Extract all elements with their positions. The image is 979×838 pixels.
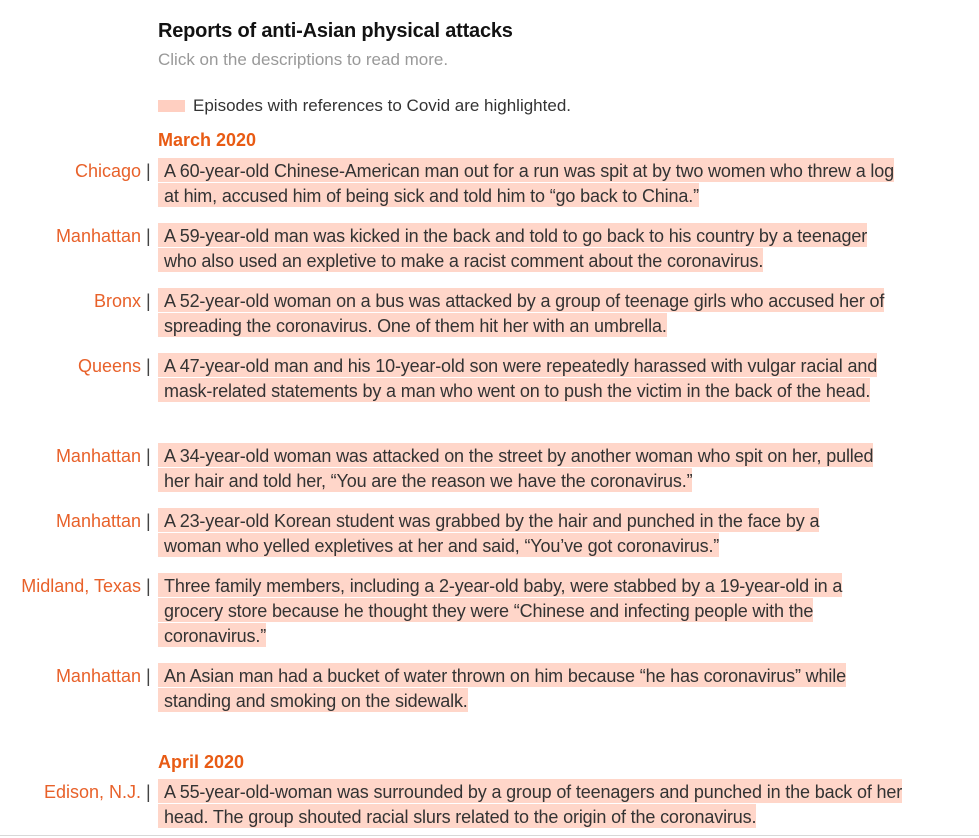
location-label: Manhattan: [55, 666, 141, 686]
location-label: Edison, N.J.: [43, 782, 141, 802]
page-title: Reports of anti-Asian physical attacks: [158, 20, 513, 42]
separator: |: [146, 511, 151, 531]
description-link[interactable]: A 47-year-old man and his 10-year-old son were repeatedly harassed with vulgar racial and mask-related statements by a man who went on to push the victim in the back of the head.: [158, 353, 877, 402]
bottom-divider: [0, 835, 979, 836]
description-link[interactable]: An Asian man had a bucket of water thrown on him because “he has coronavirus” while standing and smoking on the sidewalk.: [158, 663, 846, 712]
location-label: Manhattan: [55, 511, 141, 531]
description-link[interactable]: Three family members, including a 2-year-old baby, were stabbed by a 19-year-old in a grocery store because he thought they were “Chinese and infecting people with the coronavirus.”: [158, 573, 842, 647]
location-label: Chicago: [74, 161, 141, 181]
description-link[interactable]: A 59-year-old man was kicked in the back and told to go back to his country by a teenager who also used an expletive to make a racist comment about the coronavirus.: [158, 223, 867, 272]
month-heading: April 2020: [158, 752, 245, 772]
location-label: Midland, Texas: [21, 576, 141, 596]
legend-swatch: [158, 100, 185, 112]
page-subtitle: Click on the descriptions to read more.: [158, 50, 449, 69]
separator: |: [146, 576, 151, 596]
description-link[interactable]: A 23-year-old Korean student was grabbed by the hair and punched in the face by a woman who yelled expletives at her and said, “You’ve got coronavirus.”: [158, 508, 819, 557]
description-link[interactable]: A 60-year-old Chinese-American man out for a run was spit at by two women who threw a log at him, accused him of being sick and told him to “go back to China.”: [158, 158, 894, 207]
legend-text: Episodes with references to Covid are highlighted.: [193, 96, 571, 115]
separator: |: [146, 666, 151, 686]
description-link[interactable]: A 52-year-old woman on a bus was attacked by a group of teenage girls who accused her of spreading the coronavirus. One of them hit her with an umbrella.: [158, 288, 884, 337]
separator: |: [146, 446, 151, 466]
separator: |: [146, 291, 151, 311]
separator: |: [146, 782, 151, 802]
month-heading: March 2020: [158, 130, 257, 150]
separator: |: [146, 161, 151, 181]
separator: |: [146, 356, 151, 376]
location-label: Queens: [77, 356, 141, 376]
separator: |: [146, 226, 151, 246]
description-link[interactable]: A 55-year-old-woman was surrounded by a group of teenagers and punched in the back of her head. The group shouted racial slurs related to the origin of the coronavirus.: [158, 779, 902, 828]
location-label: Manhattan: [55, 226, 141, 246]
location-label: Manhattan: [55, 446, 141, 466]
description-link[interactable]: A 34-year-old woman was attacked on the street by another woman who spit on her, pulled her hair and told her, “You are the reason we have the coronavirus.”: [158, 443, 873, 492]
highlight-legend: [158, 96, 571, 116]
location-label: Bronx: [93, 291, 141, 311]
